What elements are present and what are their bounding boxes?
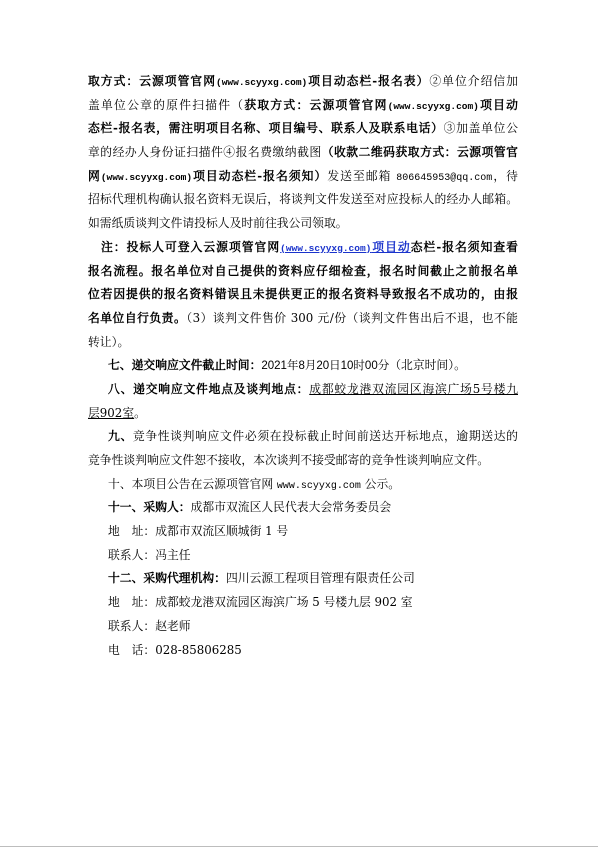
body-text: 地 址：成都市双流区顺城街 1 号 xyxy=(108,524,289,539)
section-heading: 八、递交响应文件地点及谈判地点： xyxy=(108,381,310,396)
body-text: 竞争性谈判响应文件必须在投标截止时间前送达开标地点，逾期送达的 xyxy=(132,429,518,444)
bold-text: 项目动态栏-报名须知） xyxy=(192,168,328,183)
address-text: 层902室 xyxy=(88,405,135,420)
doc-line xyxy=(88,260,518,284)
body-text: 电 话：028-85806285 xyxy=(108,642,242,657)
body-text: （3）谈判文件售价 300 元/份（谈判文件售出后不退，也不能 xyxy=(186,310,518,325)
section-heading: 九、 xyxy=(108,429,133,444)
agency-contact xyxy=(88,615,518,639)
agency-address xyxy=(88,591,518,615)
bold-text: 获取方式：云源项管官网 xyxy=(244,97,388,112)
section-purchaser xyxy=(88,496,518,520)
body-text: 联系人：冯主任 xyxy=(108,547,191,562)
section-announcement xyxy=(88,473,518,497)
bold-text: 取方式：云源项管官网 xyxy=(88,74,217,88)
website-url: (www.scyyxg.com) xyxy=(216,77,308,88)
doc-line xyxy=(88,70,518,94)
bold-text: 态栏-报名须知查看 xyxy=(410,239,518,254)
body-text: （北京时间）。 xyxy=(389,358,466,373)
email-address: 806645953@qq.com xyxy=(396,172,493,184)
purchaser-address xyxy=(88,520,518,544)
body-text: 竞争性谈判响应文件恕不接收，本次谈判不接受邮寄的竞争性谈判响应文件。 xyxy=(88,453,490,467)
bold-text: 报名流程。报名单位对自己提供的资料应仔细检查，报名时间截止之前报名单 xyxy=(88,263,518,278)
agency-phone xyxy=(88,639,518,663)
website-url: (www.scyyxg.com) xyxy=(387,100,479,112)
body-text: 公示。 xyxy=(360,476,401,491)
section-deadline xyxy=(88,354,518,378)
doc-line xyxy=(88,283,518,307)
bold-text: （收款二维码获取方式：云源项管官 xyxy=(321,145,518,160)
bold-text: 态栏-报名表，需注明项目名称、项目编号、联系人及联系电话） xyxy=(88,121,444,136)
section-agency xyxy=(88,567,518,591)
doc-line xyxy=(88,449,518,473)
doc-line xyxy=(88,331,518,355)
website-url: (www.scyyxg.com) xyxy=(100,171,193,183)
doc-line xyxy=(88,212,518,236)
section-heading: 十一、采购人： xyxy=(108,500,191,515)
document-body xyxy=(88,70,518,662)
website-link-text[interactable]: 项目动 xyxy=(371,239,411,254)
body-text: 如需纸质谈判文件请投标人及时前往我公司领取。 xyxy=(88,216,348,231)
doc-line xyxy=(88,402,518,426)
body-text: 地 址：成都蛟龙港双流园区海滨广场 5 号楼九层 902 室 xyxy=(108,595,413,610)
deadline-date: 2021年8月20日10时00分 xyxy=(261,360,390,373)
doc-line xyxy=(88,188,518,212)
doc-line xyxy=(88,141,518,165)
doc-line xyxy=(88,117,518,141)
purchaser-name: 成都市双流区人民代表大会常务委员会 xyxy=(190,500,392,515)
body-text: ②单位介绍信加 xyxy=(429,74,518,88)
website-url: www.scyyxg.com xyxy=(276,480,361,492)
agency-name: 四川云源工程项目管理有限责任公司 xyxy=(225,571,415,586)
body-text: 章的经办人身份证扫描件④报名费缴纳截图 xyxy=(88,145,322,160)
bold-text: 项目动 xyxy=(478,97,518,112)
bold-text: 位若因提供的报名资料错误且未提供更正的报名资料导致报名不成功的，由报 xyxy=(88,287,518,302)
website-link[interactable]: (www.scyyxg.com) xyxy=(280,242,372,254)
bold-text: 名单位自行负责。 xyxy=(88,310,187,325)
address-text: 成都蛟龙港双流园区海滨广场5号楼九 xyxy=(309,381,518,396)
doc-line xyxy=(88,165,518,189)
purchaser-contact xyxy=(88,544,518,568)
body-text: 发送至邮箱 xyxy=(327,168,397,183)
bold-text: 项目动态栏-报名表） xyxy=(307,74,430,88)
section-heading: 七、递交响应文件截止时间： xyxy=(108,358,262,373)
body-text: 转让）。 xyxy=(88,334,130,349)
bold-text: 网 xyxy=(88,168,101,183)
body-text: ，待 xyxy=(492,168,518,183)
body-text: 盖单位公章的原件扫描件（ xyxy=(88,97,245,112)
bold-text: 注：投标人可登入云源项管官网 xyxy=(101,239,281,254)
section-location xyxy=(88,378,518,402)
doc-line xyxy=(88,307,518,331)
body-text: ③加盖单位公 xyxy=(443,121,518,136)
section-heading: 十二、采购代理机构： xyxy=(108,571,226,586)
note-line xyxy=(88,236,518,260)
section-rules xyxy=(88,425,518,449)
page-bottom-edge xyxy=(0,846,598,847)
body-text: 。 xyxy=(134,405,146,420)
body-text: 十、本项目公告在云源项管官网 xyxy=(108,476,277,491)
doc-line xyxy=(88,94,518,118)
body-text: 招标代理机构确认报名资料无误后，将谈判文件发送至对应投标人的经办人邮箱。 xyxy=(88,192,518,207)
body-text: 联系人：赵老师 xyxy=(108,618,191,633)
